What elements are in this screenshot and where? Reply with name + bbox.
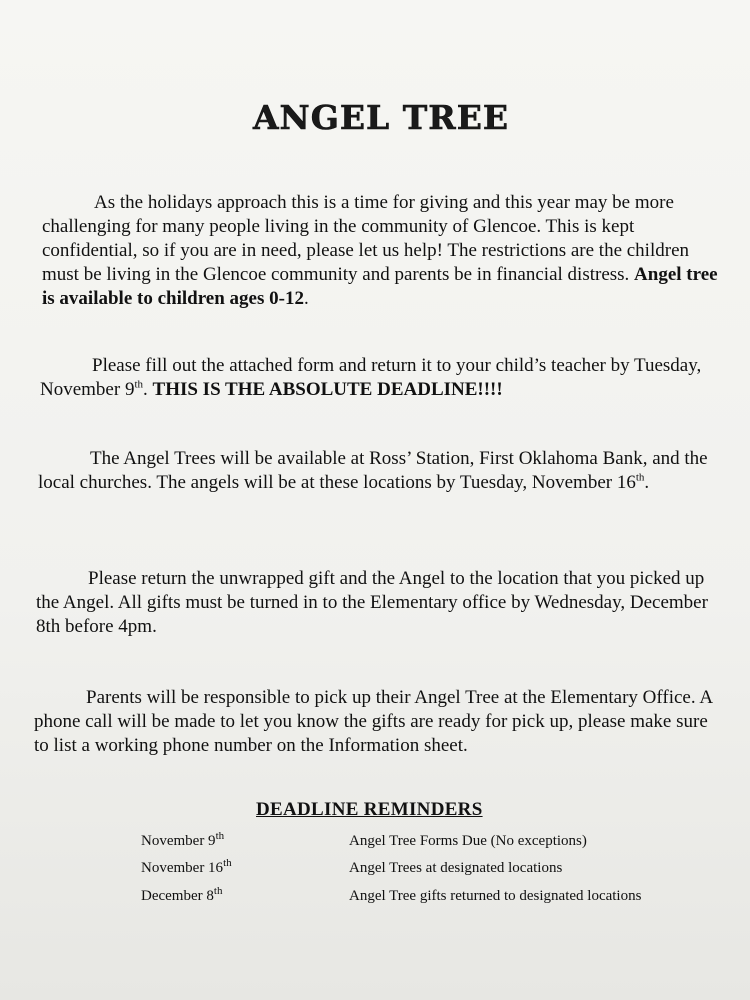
reminder-description: Angel Tree Forms Due (No exceptions) bbox=[349, 833, 587, 849]
form-deadline-paragraph bbox=[40, 354, 720, 402]
pickup-text: Parents will be responsible to pick up their Angel Tree at the Elementary Office. A phone call will be made to let you know the gifts are ready for pick up, please make sure to list a working phone number on the Information sheet. bbox=[34, 687, 712, 756]
locations-ordinal: th bbox=[635, 471, 645, 484]
form-deadline-ordinal: th bbox=[134, 378, 144, 391]
intro-paragraph bbox=[42, 191, 722, 311]
reminder-date: November 16th bbox=[141, 857, 232, 876]
page-title: ANGEL TREE bbox=[252, 98, 510, 137]
reminder-date: November 9th bbox=[141, 830, 225, 849]
deadline-reminders-heading: DEADLINE REMINDERS bbox=[256, 799, 483, 820]
return-gift-paragraph bbox=[36, 567, 716, 639]
reminder-description: Angel Trees at designated locations bbox=[349, 860, 563, 876]
return-gift-text: Please return the unwrapped gift and the Angel to the location that you picked up the Angel. All gifts must be turned in to the Elementary office by Wednesday, December 8th before 4pm. bbox=[36, 568, 708, 637]
absolute-deadline-text: THIS IS THE ABSOLUTE DEADLINE!!!! bbox=[152, 379, 503, 400]
reminder-description: Angel Tree gifts returned to designated locations bbox=[349, 888, 642, 904]
intro-end: . bbox=[303, 288, 309, 309]
form-deadline-text: Please fill out the attached form and return it to your child’s teacher by Tuesday, November 9 bbox=[40, 355, 702, 400]
form-deadline-sep: . bbox=[143, 379, 153, 400]
age-eligibility-text: Angel tree is available to children ages 0-12 bbox=[42, 264, 718, 309]
locations-text: The Angel Trees will be available at Ross’ Station, First Oklahoma Bank, and the local churches. The angels will be at these locations by Tuesday, November 16 bbox=[38, 448, 708, 493]
locations-end: . bbox=[644, 472, 650, 493]
intro-text: As the holidays approach this is a time for giving and this year may be more challenging for many people living in the community of Glencoe. This is kept confidential, so if you are in need, please let us help! The restrictions are the children must be living in the Glencoe community and parents be in financial distress. bbox=[42, 192, 690, 285]
reminder-date: December 8th bbox=[141, 885, 223, 904]
locations-paragraph bbox=[38, 447, 718, 495]
pickup-paragraph bbox=[34, 686, 724, 758]
